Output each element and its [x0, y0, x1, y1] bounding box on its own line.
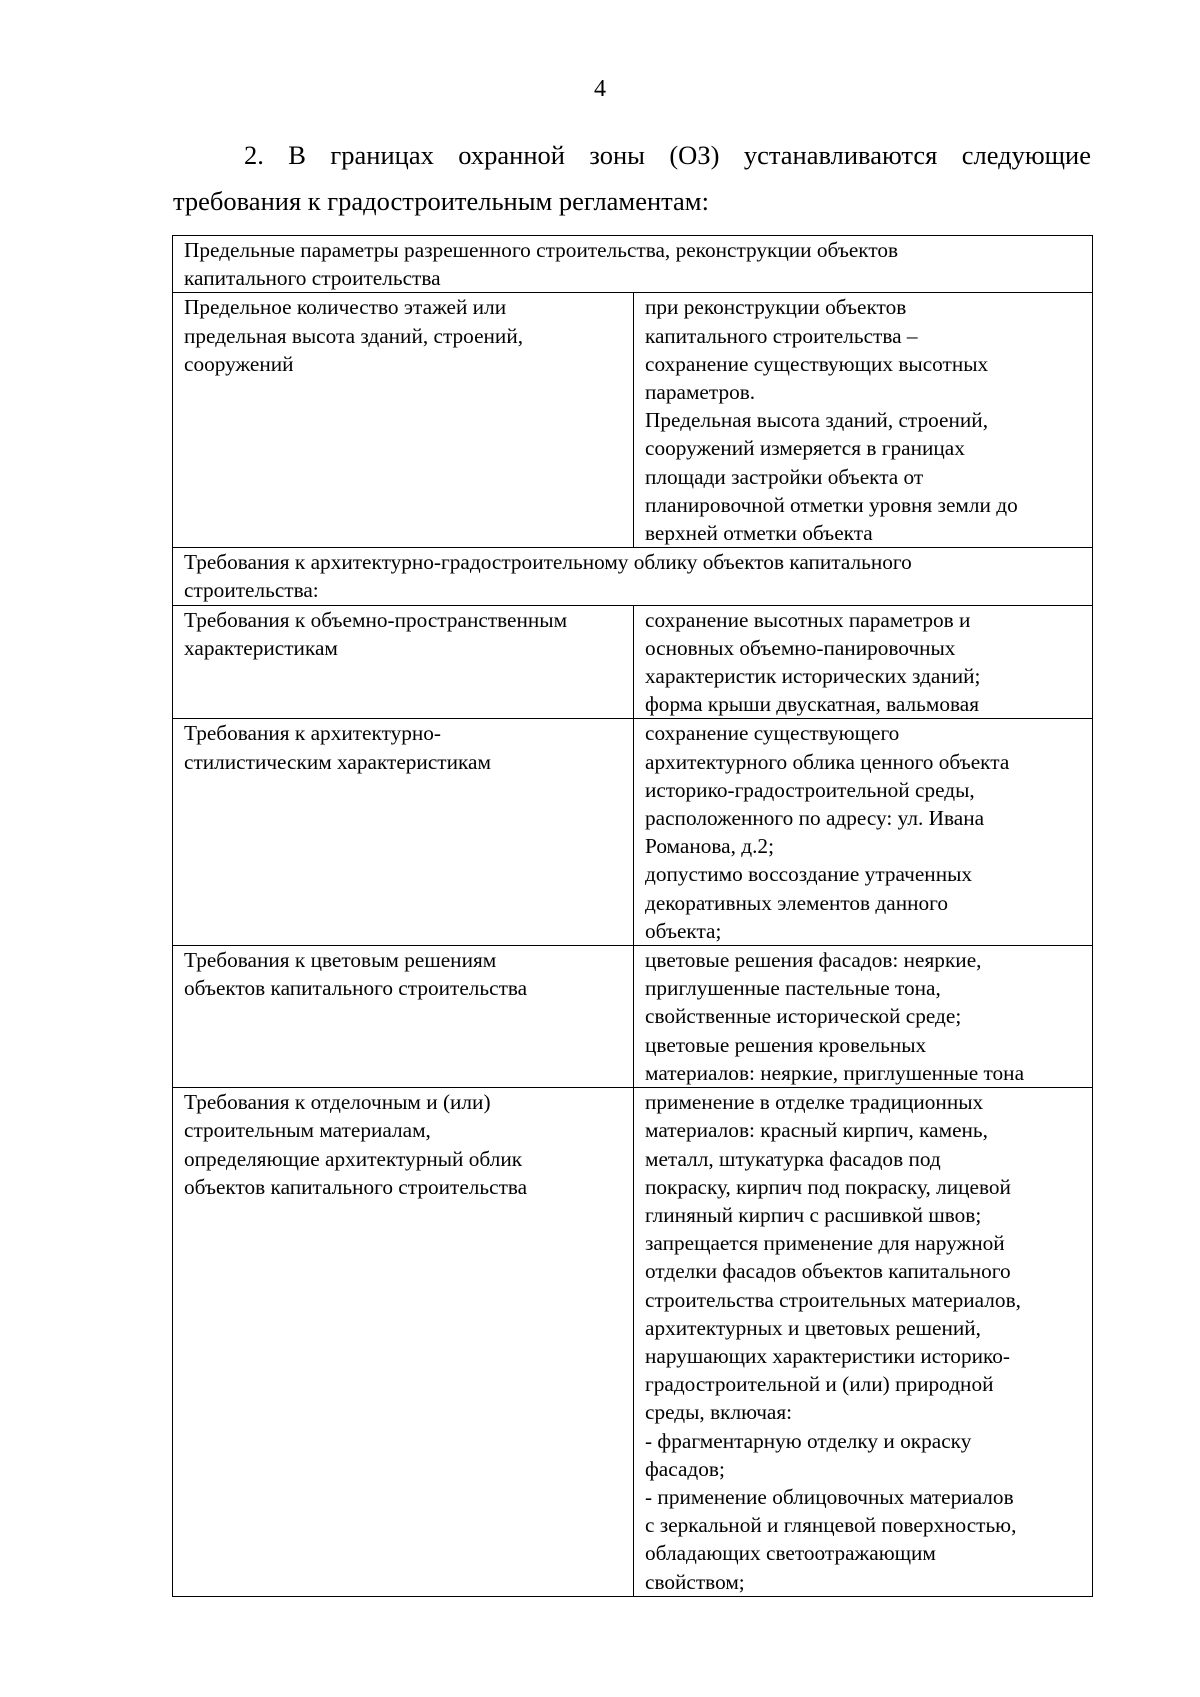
cell-line: определяющие архитектурный облик [184, 1146, 523, 1171]
cell-line: стилистическим характеристикам [184, 749, 491, 774]
section-header-architectural-appearance [173, 548, 1093, 605]
cell-line: Требования к объемно-пространственным [184, 607, 568, 632]
cell-line: приглушенные пастельные тона, [645, 976, 941, 1001]
cell-line: сооружений измеряется в границах [645, 436, 965, 461]
table-row [173, 946, 1093, 1088]
cell-line: Требования к отделочным и (или) [184, 1090, 491, 1115]
cell-line: площади застройки объекта от [645, 464, 924, 489]
cell-line: строительства строительных материалов, [645, 1287, 1021, 1312]
cell-line: верхней отметки объекта [645, 521, 873, 546]
cell-line: глиняный кирпич с расшивкой швов; [645, 1202, 982, 1227]
cell-line: Романова, д.2; [645, 834, 774, 859]
cell-line: обладающих светоотражающим [645, 1541, 936, 1566]
cell-line: нарушающих характеристики историко- [645, 1343, 1010, 1368]
cell-line: основных объемно-панировочных [645, 635, 956, 660]
cell-line: характеристикам [184, 635, 338, 660]
param-value-cell [634, 946, 1093, 1088]
table-row [173, 719, 1093, 946]
cell-line: объекта; [645, 918, 722, 943]
intro-line-1: 2. В границах охранной зоны (ОЗ) устанавливаются следующие [244, 140, 1091, 170]
cell-line: с зеркальной и глянцевой поверхностью, [645, 1513, 1017, 1538]
cell-line: объектов капитального строительства [184, 976, 528, 1001]
cell-line: металл, штукатурка фасадов под [645, 1146, 941, 1171]
section-header-row [173, 236, 1093, 293]
cell-line: Предельная высота зданий, строений, [645, 408, 989, 433]
param-name-cell [173, 719, 634, 946]
cell-line: историко-градостроительной среды, [645, 777, 975, 802]
param-name-cell [173, 605, 634, 719]
header-line: Требования к архитектурно-градостроительному облику объектов капитального [184, 550, 912, 575]
cell-line: применение в отделке традиционных [645, 1090, 984, 1115]
param-value-cell [634, 1088, 1093, 1597]
cell-line: капитального строительства – [645, 323, 918, 348]
param-name-cell [173, 946, 634, 1088]
header-line: Предельные параметры разрешенного строительства, реконструкции объектов [184, 238, 899, 262]
cell-line: Предельное количество этажей или [184, 295, 507, 320]
page-number: 4 [594, 76, 606, 102]
intro-line-2: требования к градостроительным регламентам: [173, 186, 709, 216]
cell-line: параметров. [645, 380, 756, 405]
cell-line: предельная высота зданий, строений, [184, 323, 524, 348]
header-line: строительства: [184, 578, 319, 603]
cell-line: свойственные исторической среде; [645, 1004, 962, 1029]
cell-line: декоративных элементов данного [645, 890, 948, 915]
param-name-cell [173, 1088, 634, 1597]
cell-line: материалов: неяркие, приглушенные тона [645, 1060, 1025, 1085]
cell-line: фасадов; [645, 1456, 725, 1481]
cell-line: - фрагментарную отделку и окраску [645, 1428, 972, 1453]
cell-line: форма крыши двускатная, вальмовая [645, 692, 980, 717]
cell-line: цветовые решения фасадов: неяркие, [645, 948, 982, 973]
cell-line: объектов капитального строительства [184, 1174, 528, 1199]
cell-line: архитектурных и цветовых решений, [645, 1315, 981, 1340]
cell-line: материалов: красный кирпич, камень, [645, 1118, 988, 1143]
cell-line: - применение облицовочных материалов [645, 1484, 1014, 1509]
cell-line: характеристик исторических зданий; [645, 664, 981, 689]
intro-paragraph [173, 132, 1091, 224]
table-row [173, 1088, 1093, 1597]
table-row [173, 293, 1093, 548]
param-value-cell [634, 605, 1093, 719]
cell-line: строительным материалам, [184, 1118, 431, 1143]
section-header-limit-parameters [173, 236, 1093, 293]
cell-line: сооружений [184, 351, 294, 376]
cell-line: градостроительной и (или) природной [645, 1372, 994, 1397]
table-row [173, 605, 1093, 719]
cell-line: при реконструкции объектов [645, 295, 907, 320]
cell-line: отделки фасадов объектов капитального [645, 1259, 1011, 1284]
header-line: капитального строительства [184, 266, 441, 291]
cell-line: планировочной отметки уровня земли до [645, 492, 1018, 517]
cell-line: сохранение высотных параметров и [645, 607, 971, 632]
cell-line: покраску, кирпич под покраску, лицевой [645, 1174, 1011, 1199]
cell-line: расположенного по адресу: ул. Ивана [645, 806, 985, 831]
param-value-cell [634, 293, 1093, 548]
cell-line: цветовые решения кровельных [645, 1032, 927, 1057]
param-name-cell [173, 293, 634, 548]
requirements-table [172, 235, 1093, 1597]
cell-line: среды, включая: [645, 1400, 793, 1425]
cell-line: сохранение существующего [645, 721, 900, 746]
param-value-cell [634, 719, 1093, 946]
cell-line: архитектурного облика ценного объекта [645, 749, 1010, 774]
cell-line: допустимо воссоздание утраченных [645, 862, 973, 887]
cell-line: свойством; [645, 1569, 745, 1594]
section-header-row [173, 548, 1093, 605]
cell-line: Требования к архитектурно- [184, 721, 442, 746]
cell-line: сохранение существующих высотных [645, 351, 989, 376]
cell-line: запрещается применение для наружной [645, 1231, 1005, 1256]
cell-line: Требования к цветовым решениям [184, 948, 497, 973]
